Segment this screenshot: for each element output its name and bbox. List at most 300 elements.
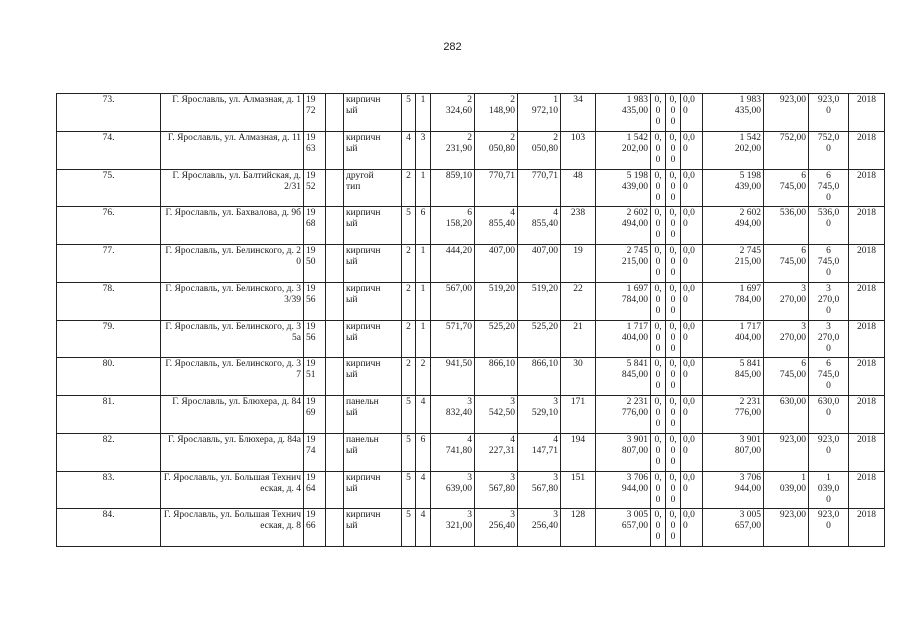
residential-area-cell [518,471,561,509]
build-year-cell-line: 56 [306,294,316,305]
unit-rate-cell-line: 270,00 [779,332,806,343]
zero-cell-3-line: 0,0 [683,95,695,105]
zero-cell-3-line: 0,0 [683,472,695,483]
unit-rate-cell-line: 923,00 [779,510,806,521]
cost-cell-line: 845,00 [621,370,648,381]
unit-rate-cell [764,396,809,434]
row-number-cell: 82. [57,433,161,471]
total-cost-cell [703,396,764,434]
zero-cell-3 [681,471,703,509]
zero-cell-3 [681,245,703,283]
living-area-cell-line: 4 [510,434,515,445]
residential-area-cell-line: 4 [553,434,558,445]
zero-cell-2-line: 0 [670,532,676,543]
unit-rate-limit-cell-line: 0 [826,268,831,278]
zero-cell-1 [651,282,666,320]
build-year-cell-line: 19 [306,132,316,143]
cost-cell [596,471,651,509]
zero-cell-2-line: 0, [669,208,677,219]
zero-cell-2-line: 0 [670,219,676,230]
cost-cell-line: 2 745 [626,246,648,256]
living-area-cell-line: 542,50 [488,408,515,418]
total-cost-cell-line: 2 602 [739,208,761,219]
wall-material-cell-line: кирпичн [346,472,381,483]
unit-rate-limit-cell-line: 0 [826,219,831,230]
zero-cell-3-line: 0 [683,143,688,154]
build-year-cell [304,169,326,207]
wall-material-cell [344,433,402,471]
total-cost-cell-line: 5 841 [739,359,761,370]
zero-cell-1-line: 0, [654,321,662,332]
zero-cell-1-line: 0, [654,283,662,294]
address-cell: Г. Ярославль, ул. Алмазная, д. 1 [161,94,304,132]
total-area-cell [431,509,475,547]
row-number-cell: 75. [57,169,161,207]
living-area-cell-line: 148,90 [488,106,515,116]
unit-rate-cell [764,169,809,207]
total-area-cell-line: 324,60 [445,106,472,116]
wall-material-cell-line: кирпичн [346,510,381,521]
unit-rate-cell [764,509,809,547]
residential-area-cell [518,509,561,547]
living-area-cell [475,131,518,169]
floors-cell: 5 [402,509,416,547]
total-area-cell-line: 741,80 [445,445,472,456]
zero-cell-2-line: 0, [669,283,677,294]
unit-rate-limit-cell-line: 923,0 [817,95,840,105]
zero-cell-1-line: 0, [654,132,662,143]
residential-area-cell-line: 256,40 [531,521,558,532]
total-cost-cell [703,169,764,207]
residential-area-cell-line: 972,10 [531,106,558,116]
wall-material-cell-line: ый [346,521,358,532]
residential-area-cell-line: 525,20 [531,321,558,332]
zero-cell-1-line: 0 [655,294,661,305]
total-area-cell [431,282,475,320]
residential-area-cell [518,94,561,132]
zero-cell-1-line: 0 [655,219,661,230]
total-area-cell-line: 567,00 [445,283,472,294]
zero-cell-1-line: 0 [655,532,661,543]
total-area-cell [431,169,475,207]
cost-cell-line: 215,00 [621,257,648,267]
wall-material-cell-line: другой [346,170,374,181]
total-cost-cell [703,433,764,471]
cost-cell-line: 5 841 [626,359,648,370]
total-area-cell [431,94,475,132]
unit-rate-limit-cell [809,207,849,245]
zero-cell-1 [651,207,666,245]
row-number-cell: 80. [57,358,161,396]
zero-cell-3-line: 0,0 [683,359,695,370]
cost-cell-line: 784,00 [621,294,648,305]
empty-cell [326,471,344,509]
address-cell: Г. Ярославль, ул. Блюхера, д. 84 [161,396,304,434]
wall-material-cell-line: ый [346,294,358,305]
wall-material-cell-line: кирпичн [346,95,381,105]
zero-cell-2-line: 0 [670,268,676,278]
living-area-cell-line: 407,00 [488,246,515,256]
table-row [57,358,885,396]
living-area-cell-line: 2 [510,132,515,143]
unit-rate-cell [764,245,809,283]
living-area-cell-line: 2 [510,95,515,105]
cost-cell [596,320,651,358]
cost-cell-line: 1 983 [626,95,648,105]
living-area-cell [475,471,518,509]
build-year-cell-line: 63 [306,143,316,154]
total-area-cell [431,245,475,283]
unit-rate-cell-line: 3 [801,283,806,294]
build-year-cell-line: 19 [306,208,316,219]
residents-cell: 30 [561,358,596,396]
zero-cell-3 [681,358,703,396]
living-area-cell-line: 866,10 [488,359,515,370]
wall-material-cell-line: ый [346,408,358,418]
cost-cell [596,131,651,169]
entrances-cell: 1 [416,282,431,320]
zero-cell-1 [651,471,666,509]
zero-cell-3 [681,169,703,207]
row-number-cell: 81. [57,396,161,434]
zero-cell-2 [666,282,681,320]
zero-cell-1-line: 0 [655,408,661,418]
unit-rate-limit-cell-line: 6 [826,246,831,256]
wall-material-cell-line: кирпичн [346,283,381,294]
residents-cell: 19 [561,245,596,283]
zero-cell-3-line: 0,0 [683,321,695,332]
zero-cell-3 [681,433,703,471]
zero-cell-3-line: 0 [683,408,688,418]
total-area-cell-line: 231,90 [445,143,472,154]
zero-cell-1 [651,169,666,207]
total-cost-cell-line: 5 198 [739,170,761,181]
total-cost-cell-line: 1 542 [739,132,761,143]
total-cost-cell-line: 215,00 [734,257,761,267]
total-cost-cell-line: 944,00 [734,483,761,494]
unit-rate-cell-line: 039,00 [779,483,806,494]
residential-area-cell-line: 407,00 [531,246,558,256]
zero-cell-3 [681,509,703,547]
address-cell: Г. Ярославль, ул. Блюхера, д. 84а [161,433,304,471]
completion-year-cell: 2018 [849,169,885,207]
unit-rate-limit-cell-line: 6 [826,359,831,370]
cost-cell [596,169,651,207]
completion-year-cell: 2018 [849,509,885,547]
residential-area-cell [518,320,561,358]
empty-cell [326,396,344,434]
living-area-cell-line: 519,20 [488,283,515,294]
zero-cell-3-line: 0,0 [683,208,695,219]
unit-rate-cell [764,131,809,169]
total-cost-cell-line: 1 697 [739,283,761,294]
floors-cell: 5 [402,471,416,509]
zero-cell-1-line: 0 [655,419,661,429]
unit-rate-limit-cell-line: 0 [826,343,831,354]
zero-cell-1-line: 0 [655,192,661,203]
total-cost-cell-line: 1 717 [739,321,761,332]
living-area-cell [475,433,518,471]
unit-rate-limit-cell-line: 0 [826,192,831,203]
build-year-cell-line: 19 [306,472,316,483]
living-area-cell-line: 525,20 [488,321,515,332]
cost-cell-line: 404,00 [621,332,648,343]
cost-cell-line: 494,00 [621,219,648,230]
row-number-cell: 76. [57,207,161,245]
zero-cell-2-line: 0 [670,521,676,532]
zero-cell-2-line: 0 [670,181,676,192]
zero-cell-2 [666,245,681,283]
build-year-cell-line: 52 [306,181,316,192]
zero-cell-1-line: 0 [655,106,661,116]
completion-year-cell: 2018 [849,94,885,132]
build-year-cell-line: 51 [306,370,316,381]
residential-area-cell-line: 866,10 [531,359,558,370]
residential-area-cell [518,207,561,245]
unit-rate-limit-cell [809,131,849,169]
wall-material-cell [344,471,402,509]
zero-cell-2-line: 0 [670,230,676,241]
table-row [57,396,885,434]
residential-area-cell-line: 4 [553,208,558,219]
cost-cell-line: 3 005 [626,510,648,521]
zero-cell-2-line: 0 [670,294,676,305]
zero-cell-1 [651,245,666,283]
build-year-cell-line: 74 [306,445,316,456]
residential-area-cell [518,245,561,283]
residential-area-cell-line: 050,80 [531,143,558,154]
residential-area-cell-line: 3 [553,397,558,407]
total-area-cell-line: 2 [467,95,472,105]
living-area-cell [475,282,518,320]
zero-cell-2-line: 0, [669,359,677,370]
total-area-cell-line: 3 [467,397,472,407]
zero-cell-1-line: 0, [654,434,662,445]
zero-cell-3-line: 0,0 [683,132,695,143]
living-area-cell-line: 3 [510,472,515,483]
unit-rate-limit-cell [809,396,849,434]
row-number-cell: 84. [57,509,161,547]
residential-area-cell-line: 2 [553,132,558,143]
unit-rate-limit-cell-line: 923,0 [817,510,840,521]
unit-rate-cell [764,471,809,509]
unit-rate-limit-cell-line: 0 [826,521,831,532]
living-area-cell [475,320,518,358]
total-cost-cell-line: 2 231 [739,397,761,407]
zero-cell-3-line: 0,0 [683,283,695,294]
unit-rate-limit-cell [809,509,849,547]
unit-rate-limit-cell-line: 923,0 [817,434,840,445]
empty-cell [326,131,344,169]
wall-material-cell [344,169,402,207]
address-cell: Г. Ярославль, ул. Белинского, д. 37 [161,358,304,396]
residents-cell: 48 [561,169,596,207]
living-area-cell-line: 227,31 [488,445,515,456]
unit-rate-limit-cell-line: 630,0 [817,397,840,407]
total-area-cell-line: 859,10 [445,170,472,181]
zero-cell-2-line: 0 [670,483,676,494]
address-cell: Г. Ярославль, ул. Белинского, д. 33/39 [161,282,304,320]
unit-rate-cell [764,94,809,132]
residents-cell: 238 [561,207,596,245]
unit-rate-cell-line: 270,00 [779,294,806,305]
table-row [57,94,885,132]
living-area-cell-line: 4 [510,208,515,219]
residents-cell: 151 [561,471,596,509]
build-year-cell-line: 66 [306,521,316,532]
completion-year-cell: 2018 [849,433,885,471]
wall-material-cell-line: ый [346,332,358,343]
floors-cell: 2 [402,320,416,358]
zero-cell-1 [651,433,666,471]
unit-rate-limit-cell-line: 270,0 [817,294,840,305]
floors-cell: 2 [402,358,416,396]
zero-cell-2-line: 0 [670,332,676,343]
total-area-cell-line: 158,20 [445,219,472,230]
zero-cell-3-line: 0 [683,370,688,381]
build-year-cell-line: 19 [306,95,316,105]
wall-material-cell-line: ый [346,370,358,381]
unit-rate-cell-line: 1 [801,472,806,483]
entrances-cell: 1 [416,169,431,207]
unit-rate-cell [764,358,809,396]
wall-material-cell-line: ый [346,219,358,230]
zero-cell-2-line: 0 [670,419,676,429]
total-cost-cell [703,131,764,169]
wall-material-cell [344,245,402,283]
build-year-cell-line: 19 [306,510,316,521]
unit-rate-cell-line: 752,00 [779,132,806,143]
build-year-cell-line: 19 [306,246,316,256]
table-row [57,245,885,283]
build-year-cell [304,245,326,283]
living-area-cell [475,169,518,207]
row-number-cell: 78. [57,282,161,320]
total-cost-cell [703,94,764,132]
zero-cell-1-line: 0 [655,117,661,127]
zero-cell-2-line: 0, [669,434,677,445]
zero-cell-1-line: 0 [655,257,661,267]
cost-cell-line: 2 231 [626,397,648,407]
zero-cell-1-line: 0, [654,472,662,483]
living-area-cell [475,207,518,245]
entrances-cell: 4 [416,471,431,509]
zero-cell-3-line: 0,0 [683,246,695,256]
zero-cell-1-line: 0, [654,170,662,181]
living-area-cell-line: 256,40 [488,521,515,532]
residential-area-cell [518,358,561,396]
completion-year-cell: 2018 [849,396,885,434]
table-row [57,433,885,471]
wall-material-cell-line: ый [346,257,358,267]
residential-area-cell-line: 1 [553,95,558,105]
unit-rate-limit-cell-line: 3 [826,283,831,294]
residents-cell: 171 [561,396,596,434]
living-area-cell-line: 3 [510,397,515,407]
zero-cell-1 [651,358,666,396]
build-year-cell [304,282,326,320]
unit-rate-limit-cell-line: 039,0 [817,483,840,494]
unit-rate-limit-cell-line: 6 [826,170,831,181]
total-area-cell-line: 3 [467,472,472,483]
cost-cell-line: 807,00 [621,445,648,456]
zero-cell-2-line: 0 [670,343,676,354]
zero-cell-3-line: 0,0 [683,510,695,521]
build-year-cell-line: 72 [306,106,316,116]
floors-cell: 5 [402,207,416,245]
wall-material-cell [344,131,402,169]
residential-area-cell-line: 3 [553,510,558,521]
unit-rate-limit-cell-line: 745,0 [817,181,840,192]
build-year-cell [304,207,326,245]
unit-rate-cell-line: 923,00 [779,95,806,105]
table-row [57,509,885,547]
cost-cell [596,358,651,396]
residential-area-cell [518,131,561,169]
floors-cell: 5 [402,396,416,434]
residential-area-cell-line: 855,40 [531,219,558,230]
total-area-cell [431,396,475,434]
total-cost-cell-line: 494,00 [734,219,761,230]
build-year-cell [304,94,326,132]
total-cost-cell-line: 1 983 [739,95,761,105]
zero-cell-1-line: 0 [655,456,661,467]
zero-cell-1-line: 0 [655,494,661,505]
zero-cell-3 [681,207,703,245]
build-year-cell-line: 69 [306,408,316,418]
unit-rate-limit-cell-line: 0 [826,106,831,116]
total-area-cell [431,131,475,169]
entrances-cell: 1 [416,245,431,283]
residential-area-cell-line: 3 [553,472,558,483]
cost-cell-line: 2 602 [626,208,648,219]
zero-cell-1 [651,509,666,547]
total-area-cell-line: 3 [467,510,472,521]
build-year-cell-line: 19 [306,434,316,445]
zero-cell-3 [681,320,703,358]
living-area-cell [475,94,518,132]
zero-cell-2-line: 0 [670,381,676,392]
entrances-cell: 2 [416,358,431,396]
residents-cell: 103 [561,131,596,169]
address-cell: Г. Ярославль, ул. Алмазная, д. 11 [161,131,304,169]
unit-rate-limit-cell [809,94,849,132]
entrances-cell: 6 [416,433,431,471]
unit-rate-limit-cell [809,433,849,471]
table-row [57,471,885,509]
residents-cell: 21 [561,320,596,358]
zero-cell-2 [666,207,681,245]
wall-material-cell-line: кирпичн [346,208,381,219]
build-year-cell [304,509,326,547]
empty-cell [326,358,344,396]
zero-cell-2 [666,320,681,358]
residential-area-cell [518,169,561,207]
zero-cell-2-line: 0 [670,445,676,456]
zero-cell-3-line: 0,0 [683,397,695,407]
total-cost-cell [703,509,764,547]
total-cost-cell-line: 3 706 [739,472,761,483]
residential-area-cell [518,282,561,320]
build-year-cell-line: 19 [306,321,316,332]
floors-cell: 4 [402,131,416,169]
zero-cell-2 [666,169,681,207]
zero-cell-2-line: 0 [670,154,676,165]
total-cost-cell-line: 776,00 [734,408,761,418]
living-area-cell-line: 567,80 [488,483,515,494]
cost-cell [596,509,651,547]
cost-cell [596,433,651,471]
